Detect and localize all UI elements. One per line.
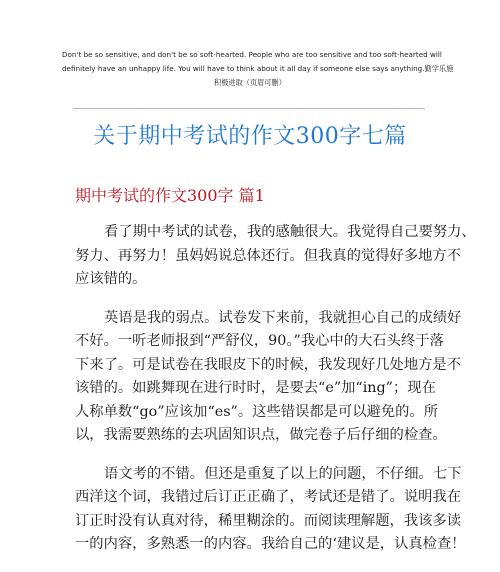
paragraph-line: 应该错的。 — [75, 271, 147, 287]
paragraph-line: 语文考的不错。但还是重复了以上的问题，不仔细。七下 — [104, 465, 462, 482]
paragraph-line: 一的内容，多熟悉一的内容。我给自己的‘建议是，认真检查！ — [75, 536, 466, 552]
paragraph-2 — [75, 307, 462, 448]
paragraph-line: 英语是我的弱点。试卷发下来前，我就担心自己的成绩好 — [104, 309, 462, 326]
paragraph-line: 订正时没有认真对待，稀里糊涂的。而阅读理解题，我该多读 — [75, 512, 462, 529]
paragraph-line: 西洋这个词，我错过后订正正确了，考试还是错了。说明我在 — [75, 489, 462, 505]
paragraph-line: 该错的。如跳舞现在进行时时，是要去“e”加“ing”；现在 — [75, 380, 436, 396]
document-title: 关于期中考试的作文300字七篇 — [93, 124, 407, 149]
paragraph-line: 看了期中考试的试卷，我的感触很大。我觉得自己要努力、 — [104, 224, 476, 240]
header-note — [62, 48, 454, 90]
header-note-line-3: 积极进取（页眉可删） — [214, 78, 286, 87]
paragraph-line: 不好。一听老师报到“严舒仪，90。”我心中的大石头终于落 — [75, 333, 444, 349]
section-title: 期中考试的作文300字 篇1 — [75, 186, 265, 205]
header-note-line-1: Don't be so sensitive, and don't be so soft-hearted. People who are too sensitive and too soft-hearted will — [62, 50, 442, 59]
paragraph-3 — [75, 463, 466, 557]
paragraph-1 — [75, 221, 476, 292]
body-text — [75, 221, 476, 572]
paragraph-line: 以，我需要熟练的去巩固知识点，做完卷子后仔细的检查。 — [75, 427, 447, 443]
paragraph-line: 下来了。可是试卷在我眼皮下的时候，我发现好几处地方是不 — [75, 356, 462, 373]
header-note-line-2: definitely have an unhappy life. You will have to think about it all day if someone else says anything.勤学乐施 — [62, 64, 454, 73]
header-divider — [73, 108, 425, 109]
paragraph-line: 人称单数“go”应该加“es”。这些错误都是可以避免的。所 — [75, 403, 439, 420]
paragraph-line: 努力、再努力！虽妈妈说总体还行。但我真的觉得好多地方不 — [75, 247, 462, 264]
